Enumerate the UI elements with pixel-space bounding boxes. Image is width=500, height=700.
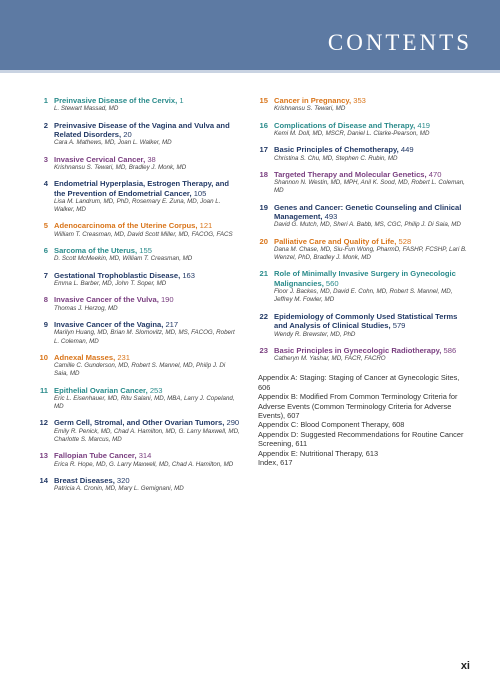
- chapter-authors: Shannon N. Westin, MD, MPH, Anil K. Sood, MD, Robert L. Coleman, MD: [274, 179, 465, 195]
- toc-entry[interactable]: [36, 155, 241, 173]
- chapter-page: 314: [138, 451, 152, 461]
- chapter-title-line: Basic Principles in Gynecologic Radiotherapy, 586: [274, 345, 457, 355]
- toc-entry-body: [54, 246, 241, 264]
- chapter-title-line: Sarcoma of the Uterus, 155: [54, 246, 152, 256]
- chapter-number: 1: [43, 96, 48, 105]
- chapter-authors: Lisa M. Landrum, MD, PhD, Rosemary E. Zuna, MD, Joan L. Walker, MD: [54, 198, 221, 214]
- chapter-number: 22: [259, 311, 268, 321]
- toc-entry-body: [54, 476, 241, 494]
- toc-entry[interactable]: [256, 312, 470, 339]
- chapter-number: 6: [43, 246, 48, 256]
- chapter-page: 190: [160, 295, 174, 305]
- chapter-authors: William T. Creasman, MD, David Scott Miller, MD, FACOG, FACS: [54, 230, 233, 238]
- chapter-authors: Camille C. Gunderson, MD, Robert S. Mannel, MD, Philip J. Di Saia, MD: [54, 362, 226, 378]
- chapter-title[interactable]: Invasive Cervical Cancer: [54, 154, 144, 164]
- toc-entry-body: [274, 145, 470, 163]
- toc-entry-body: [54, 295, 241, 313]
- chapter-title-line: Preinvasive Disease of the Cervix, 1: [54, 96, 184, 105]
- appendix-item[interactable]: Index, 617: [258, 457, 293, 467]
- toc-entry[interactable]: [256, 170, 470, 196]
- chapter-title-line: Palliative Care and Quality of Life, 528: [274, 236, 412, 246]
- chapter-authors: David G. Mutch, MD, Sheri A. Babb, MS, CGC, Philip J. Di Saia, MD: [274, 221, 461, 229]
- chapter-authors: Dana M. Chase, MD, Siu-Fun Wong, PharmD, FASHP, FCSHP, Lari B. Wenzel, PhD, Bradley J. Monk, MD: [274, 246, 467, 262]
- chapter-page: 20: [123, 130, 132, 140]
- chapter-title[interactable]: Breast Diseases: [54, 475, 113, 485]
- chapter-page: 121: [199, 221, 213, 231]
- chapter-title-line: Role of Minimally Invasive Surgery in Gynecologic Malignancies, 560: [274, 269, 456, 288]
- chapter-page: 163: [182, 270, 195, 280]
- chapter-authors: Krishnansu S. Tewari, MD: [274, 105, 346, 113]
- toc-entry[interactable]: [36, 271, 241, 289]
- chapter-page: 231: [117, 352, 130, 362]
- chapter-page: 320: [116, 475, 130, 485]
- toc-entry-body: [274, 96, 470, 114]
- chapter-title-line: Invasive Cancer of the Vulva, 190: [54, 295, 174, 305]
- chapter-authors: Eric L. Eisenhauer, MD, Ritu Salani, MD, MBA, Larry J. Copeland, MD: [54, 394, 235, 411]
- chapter-title[interactable]: Basic Principles in Gynecologic Radiotherapy: [274, 345, 440, 355]
- toc-entry-body: [274, 121, 470, 139]
- chapter-number: 16: [259, 120, 268, 130]
- chapter-title-line: Epithelial Ovarian Cancer, 253: [54, 385, 163, 395]
- toc-entry[interactable]: [256, 346, 470, 364]
- toc-entry[interactable]: [36, 353, 241, 379]
- chapter-number: 9: [43, 319, 48, 329]
- chapter-number: 21: [259, 269, 268, 279]
- toc-entry-body: [54, 179, 241, 214]
- chapter-authors: Krishnansu S. Tewari, MD, Bradley J. Monk, MD: [54, 164, 187, 172]
- chapter-page: 449: [400, 145, 414, 155]
- chapter-title-line: Endometrial Hyperplasia, Estrogen Therapy, and the Prevention of Endometrial Cancer, 105: [54, 179, 229, 198]
- chapter-title-line: Adnexal Masses, 231: [54, 352, 130, 362]
- chapter-title[interactable]: Genes and Cancer: Genetic Counseling and Clinical Management: [274, 202, 462, 222]
- appendix-item[interactable]: Appendix B: Modified From Common Terminology Criteria for Adverse Events (Common Terminology Criteria for Adverse Events), 607: [258, 392, 458, 420]
- toc-entry-body: [54, 155, 241, 173]
- chapter-number: 17: [259, 145, 268, 155]
- chapter-authors: Patricia A. Cronin, MD, Mary L. Gemignani, MD: [54, 485, 184, 493]
- toc-right-entries: [256, 96, 470, 363]
- chapter-title-line: Gestational Trophoblastic Disease, 163: [54, 270, 195, 280]
- toc-entry[interactable]: [256, 203, 470, 230]
- chapter-number: 4: [43, 179, 48, 189]
- toc-entry[interactable]: [36, 96, 241, 114]
- toc-entry-body: [54, 451, 241, 469]
- chapter-authors: Thomas J. Herzog, MD: [54, 304, 118, 312]
- chapter-title[interactable]: Endometrial Hyperplasia, Estrogen Therapy, and the Prevention of Endometrial Cancer: [54, 179, 229, 198]
- chapter-page: 560: [325, 278, 339, 288]
- chapter-number: 19: [259, 202, 268, 212]
- chapter-title[interactable]: Epithelial Ovarian Cancer: [54, 385, 146, 395]
- toc-entry[interactable]: [36, 179, 241, 214]
- chapter-title-line: Invasive Cervical Cancer, 38: [54, 154, 156, 164]
- chapter-page: 253: [149, 385, 163, 395]
- header-banner: [0, 0, 500, 70]
- chapter-authors: Catheryn M. Yashar, MD, FACR, FACRO: [274, 355, 386, 363]
- toc-entry[interactable]: [256, 269, 470, 304]
- chapter-number: 2: [43, 120, 48, 130]
- chapter-authors: Floor J. Backes, MD, David E. Cohn, MD, Robert S. Mannel, MD, Jeffrey M. Fowler, MD: [274, 288, 453, 304]
- chapter-page: 1: [179, 96, 184, 105]
- chapter-title[interactable]: Targeted Therapy and Molecular Genetics: [274, 169, 425, 179]
- chapter-title-line: Epidemiology of Commonly Used Statistical Terms and Analysis of Clinical Studies, 579: [274, 311, 458, 331]
- chapter-title-line: Invasive Cancer of the Vagina, 217: [54, 319, 179, 329]
- chapter-title[interactable]: Gestational Trophoblastic Disease: [54, 270, 179, 280]
- chapter-authors: Emily R. Penick, MD, Chad A. Hamilton, MD, G. Larry Maxwell, MD, Charlotte S. Marcus, MD: [54, 427, 240, 443]
- toc-entry[interactable]: [36, 221, 241, 239]
- chapter-authors: Christina S. Chu, MD, Stephen C. Rubin, MD: [274, 154, 398, 162]
- chapter-authors: Wendy R. Brewster, MD, PhD: [274, 330, 356, 338]
- toc-entry-body: [54, 418, 241, 444]
- chapter-title[interactable]: Germ Cell, Stromal, and Other Ovarian Tumors: [54, 418, 223, 428]
- chapter-title-line: Genes and Cancer: Genetic Counseling and Clinical Management, 493: [274, 202, 462, 222]
- toc-entry[interactable]: [36, 476, 241, 494]
- chapter-title[interactable]: Adnexal Masses: [54, 352, 114, 362]
- chapter-title[interactable]: Invasive Cancer of the Vulva: [54, 295, 157, 305]
- chapter-number: 8: [43, 295, 48, 305]
- chapter-number: 11: [39, 385, 48, 395]
- toc-entry[interactable]: [36, 246, 241, 264]
- toc-entry[interactable]: [36, 295, 241, 313]
- chapter-page: 217: [165, 319, 179, 329]
- page-title: CONTENTS: [327, 30, 472, 55]
- toc-entry[interactable]: [36, 418, 241, 444]
- toc-entry-body: [54, 221, 241, 239]
- chapter-title-line: Adenocarcinoma of the Uterine Corpus, 121: [54, 221, 213, 231]
- chapter-page: 353: [353, 96, 366, 105]
- toc-entry-body: [54, 96, 241, 114]
- toc-column-left: [36, 96, 241, 500]
- chapter-number: 3: [43, 154, 48, 164]
- chapter-title[interactable]: Epidemiology of Commonly Used Statistical Terms and Analysis of Clinical Studies: [274, 311, 458, 331]
- chapter-title-line: Targeted Therapy and Molecular Genetics, 470: [274, 169, 442, 179]
- header-rule: [0, 70, 500, 73]
- chapter-title[interactable]: Cancer in Pregnancy: [274, 96, 349, 105]
- appendix-item[interactable]: Appendix E: Nutritional Therapy, 613: [258, 448, 379, 458]
- toc-entry[interactable]: [36, 386, 241, 412]
- chapter-title[interactable]: Sarcoma of the Uterus: [54, 246, 136, 256]
- chapter-number: 13: [39, 451, 48, 461]
- chapter-number: 5: [43, 221, 48, 231]
- chapter-authors: Kemi M. Doll, MD, MSCR, Daniel L. Clarke-Pearson, MD: [274, 130, 430, 138]
- chapter-page: 586: [443, 345, 457, 355]
- toc-entry[interactable]: [256, 121, 470, 139]
- toc-entry-body: [274, 170, 470, 196]
- appendix-item[interactable]: Appendix C: Blood Component Therapy, 608: [258, 420, 405, 430]
- toc-column-right: [256, 96, 470, 467]
- chapter-number: 23: [259, 345, 268, 355]
- chapter-authors: Marilyn Huang, MD, Brian M. Slomovitz, MD, MS, FACOG, Robert L. Coleman, MD: [54, 329, 235, 345]
- toc-entry-body: [274, 269, 470, 304]
- appendix-item[interactable]: Appendix D: Suggested Recommendations for Routine Cancer Screening, 611: [258, 429, 464, 449]
- chapter-number: 7: [43, 270, 48, 280]
- toc-entry-body: [54, 121, 241, 148]
- chapter-page: 105: [193, 188, 207, 198]
- chapter-title[interactable]: Palliative Care and Quality of Life: [274, 236, 395, 246]
- chapter-title-line: Cancer in Pregnancy, 353: [274, 96, 366, 105]
- chapter-page: 528: [398, 236, 412, 246]
- chapter-title[interactable]: Basic Principles of Chemotherapy: [274, 145, 397, 155]
- toc-entry-body: [274, 346, 470, 364]
- chapter-title-line: Fallopian Tube Cancer, 314: [54, 451, 152, 461]
- chapter-number: 18: [259, 169, 268, 179]
- chapter-page: 38: [147, 154, 156, 164]
- toc-entry-body: [54, 271, 241, 289]
- chapter-page: 579: [392, 321, 406, 331]
- toc-entry-body: [274, 312, 470, 339]
- appendix-list: [256, 373, 470, 467]
- chapter-title[interactable]: Complications of Disease and Therapy: [274, 120, 414, 130]
- toc-entry[interactable]: [36, 121, 241, 148]
- chapter-title[interactable]: Invasive Cancer of the Vagina: [54, 319, 162, 329]
- chapter-authors: L. Stewart Massad, MD: [54, 105, 119, 113]
- chapter-title-line: Breast Diseases, 320: [54, 475, 130, 485]
- chapter-number: 15: [259, 96, 268, 105]
- appendix-item[interactable]: Appendix A: Staging: Staging of Cancer at Gynecologic Sites, 606: [258, 373, 460, 392]
- chapter-title-line: Basic Principles of Chemotherapy, 449: [274, 145, 414, 155]
- chapter-authors: Emma L. Barber, MD, John T. Soper, MD: [54, 280, 167, 288]
- page-number: xi: [460, 660, 470, 672]
- chapter-page: 290: [226, 418, 240, 428]
- toc-entry-body: [54, 386, 241, 412]
- chapter-authors: Erica R. Hope, MD, G. Larry Maxwell, MD, Chad A. Hamilton, MD: [54, 460, 234, 468]
- chapter-title-line: Germ Cell, Stromal, and Other Ovarian Tumors, 290: [54, 418, 240, 428]
- chapter-authors: D. Scott McMeekin, MD, William T. Creasman, MD: [54, 255, 193, 263]
- chapter-title[interactable]: Role of Minimally Invasive Surgery in Gynecologic Malignancies: [274, 269, 456, 288]
- chapter-title-line: Complications of Disease and Therapy, 419: [274, 120, 431, 130]
- chapter-number: 14: [39, 475, 48, 485]
- chapter-title[interactable]: Preinvasive Disease of the Cervix: [54, 96, 176, 105]
- toc-entry[interactable]: [256, 237, 470, 263]
- chapter-title[interactable]: Adenocarcinoma of the Uterine Corpus: [54, 221, 196, 231]
- toc-entry-body: [54, 353, 241, 379]
- toc-entry[interactable]: [36, 451, 241, 469]
- chapter-page: 493: [324, 212, 338, 222]
- toc-entry-body: [274, 203, 470, 230]
- chapter-number: 12: [39, 418, 48, 428]
- toc-entry[interactable]: [256, 145, 470, 163]
- toc-entry-body: [54, 320, 241, 346]
- chapter-page: 155: [139, 246, 152, 256]
- chapter-title-line: Preinvasive Disease of the Vagina and Vulva and Related Disorders, 20: [54, 120, 230, 140]
- chapter-number: 20: [259, 236, 268, 246]
- chapter-page: 470: [428, 169, 442, 179]
- toc-entry[interactable]: [256, 96, 470, 114]
- chapter-authors: Cara A. Mathews, MD, Joan L. Walker, MD: [54, 139, 172, 147]
- chapter-title[interactable]: Preinvasive Disease of the Vagina and Vulva and Related Disorders: [54, 120, 230, 140]
- chapter-number: 10: [39, 352, 48, 362]
- toc-entry[interactable]: [36, 320, 241, 346]
- chapter-title[interactable]: Fallopian Tube Cancer: [54, 451, 135, 461]
- chapter-page: 419: [417, 120, 431, 130]
- toc-entry-body: [274, 237, 470, 263]
